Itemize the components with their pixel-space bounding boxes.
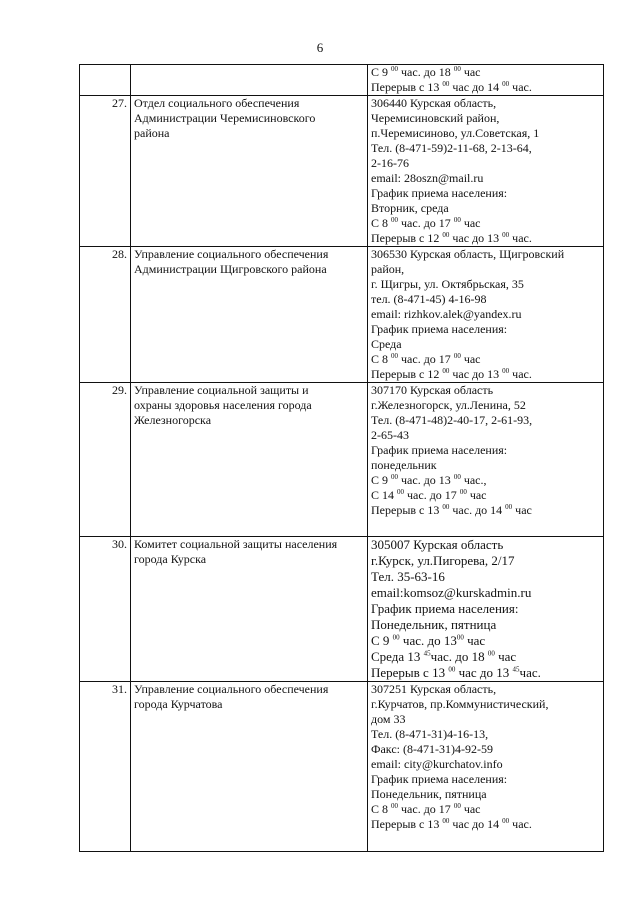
info-line	[371, 201, 600, 216]
info-text: Тел. (8-471-59)2-11-68, 2-13-64,	[371, 141, 532, 155]
info-text: Среда 13	[371, 649, 424, 664]
info-line	[371, 322, 600, 337]
table-row	[80, 96, 604, 247]
info-line	[371, 231, 600, 246]
info-line	[371, 601, 600, 617]
time-minutes: 00	[453, 65, 461, 73]
table-row	[80, 682, 604, 852]
time-minutes: 00	[502, 231, 510, 239]
time-minutes: 00	[392, 633, 400, 642]
info-line	[371, 817, 600, 832]
row-number: 28.	[80, 247, 131, 383]
info-text: понедельник	[371, 458, 437, 472]
time-minutes: 00	[391, 473, 399, 481]
time-minutes: 00	[442, 231, 450, 239]
time-minutes: 00	[456, 633, 464, 642]
info-text: час до 13	[455, 665, 513, 680]
info-text: График приема населения:	[371, 601, 519, 616]
info-text: час. до 17	[398, 352, 454, 366]
info-text: Факс: (8-471-31)4-92-59	[371, 742, 493, 756]
row-number: 27.	[80, 96, 131, 247]
info-text: час. до 13	[398, 473, 454, 487]
name-line: Железногорска	[134, 413, 212, 427]
name-line: Комитет социальной защиты населения	[134, 537, 338, 551]
name-line: города Курска	[134, 552, 207, 566]
contact-info	[368, 682, 604, 852]
info-text: час.,	[460, 473, 487, 487]
time-minutes: 00	[391, 802, 399, 810]
info-line	[371, 569, 600, 585]
info-line	[371, 216, 600, 231]
time-minutes: 45	[423, 649, 431, 658]
time-minutes: 00	[502, 80, 510, 88]
name-line: района	[134, 126, 170, 140]
institution-name	[131, 247, 368, 383]
info-text: час	[512, 503, 532, 517]
info-text: Понедельник, пятница	[371, 617, 497, 632]
institution-name	[131, 96, 368, 247]
name-line: Администрации Щигровского района	[134, 262, 327, 276]
info-line	[371, 262, 600, 277]
info-text: Тел. 35-63-16	[371, 569, 445, 584]
info-text: дом 33	[371, 712, 406, 726]
info-text: час	[466, 488, 487, 502]
table-row	[80, 65, 604, 96]
info-text: 305007 Курская область	[371, 537, 504, 552]
info-text: Перерыв с 12	[371, 231, 443, 245]
time-minutes: 00	[453, 352, 461, 360]
time-minutes: 00	[448, 665, 456, 674]
info-line	[371, 141, 600, 156]
info-line	[371, 111, 600, 126]
info-line	[371, 617, 600, 633]
info-text: час. до 17	[404, 488, 460, 502]
info-text: Перерыв с 13	[371, 503, 443, 517]
info-line	[371, 697, 600, 712]
time-minutes: 00	[397, 488, 405, 496]
info-text: час до 13	[449, 367, 503, 381]
info-text: час до 14	[449, 817, 503, 831]
row-number: 29.	[80, 383, 131, 537]
contact-info	[368, 247, 604, 383]
info-text: час	[460, 216, 481, 230]
time-minutes: 00	[391, 65, 399, 73]
info-line	[371, 553, 600, 569]
info-text: email: 28oszn@mail.ru	[371, 171, 484, 185]
info-line	[371, 352, 600, 367]
info-text: час. до 18	[398, 65, 454, 79]
info-line	[371, 712, 600, 727]
info-line	[371, 473, 600, 488]
info-text: час. до 17	[398, 216, 454, 230]
info-text: 306440 Курская область,	[371, 96, 497, 110]
info-text: Тел. (8-471-48)2-40-17, 2-61-93,	[371, 413, 533, 427]
institution-name	[131, 682, 368, 852]
institution-name	[131, 65, 368, 96]
info-text: email:komsoz@kurskadmin.ru	[371, 585, 532, 600]
info-line	[371, 65, 600, 80]
info-line	[371, 171, 600, 186]
info-text: 307170 Курская область	[371, 383, 494, 397]
institution-name	[131, 383, 368, 537]
time-minutes: 00	[442, 80, 450, 88]
info-line	[371, 443, 600, 458]
info-text: час.	[509, 817, 532, 831]
info-text: График приема населения:	[371, 443, 508, 457]
info-text: Тел. (8-471-31)4-16-13,	[371, 727, 489, 741]
name-line: охраны здоровья населения города	[134, 398, 312, 412]
time-minutes: 00	[453, 473, 461, 481]
info-text: Перерыв с 13	[371, 817, 443, 831]
info-line	[371, 458, 600, 473]
institutions-table	[79, 64, 604, 852]
row-number: 31.	[80, 682, 131, 852]
info-line	[371, 337, 600, 352]
info-text: час до 14	[449, 80, 503, 94]
info-line	[371, 247, 600, 262]
time-minutes: 00	[459, 488, 467, 496]
info-text: С 8	[371, 352, 392, 366]
time-minutes: 45	[512, 665, 520, 674]
name-line: Администрации Черемисиновского	[134, 111, 316, 125]
info-text: 2-65-43	[371, 428, 409, 442]
time-minutes: 00	[453, 216, 461, 224]
row-number	[80, 65, 131, 96]
time-minutes: 00	[442, 367, 450, 375]
info-text: Вторник, среда	[371, 201, 449, 215]
info-text: С 9	[371, 65, 392, 79]
info-text: час	[460, 352, 481, 366]
time-minutes: 00	[505, 503, 513, 511]
info-line	[371, 428, 600, 443]
info-line	[371, 757, 600, 772]
time-minutes: 00	[442, 817, 450, 825]
contact-info	[368, 96, 604, 247]
info-text: час	[463, 633, 486, 648]
info-line	[371, 398, 600, 413]
info-text: С 8	[371, 216, 392, 230]
info-line	[371, 787, 600, 802]
info-text: email: rizhkov.alek@yandex.ru	[371, 307, 522, 321]
info-line	[371, 156, 600, 171]
name-line: Отдел социального обеспечения	[134, 96, 300, 110]
info-text: г. Щигры, ул. Октябрьская, 35	[371, 277, 524, 291]
info-line	[371, 367, 600, 382]
table-row	[80, 247, 604, 383]
table-row	[80, 537, 604, 682]
info-line	[371, 585, 600, 601]
table-row	[80, 383, 604, 537]
info-text: г.Железногорск, ул.Ленина, 52	[371, 398, 526, 412]
institution-name	[131, 537, 368, 682]
info-line	[371, 742, 600, 757]
time-minutes: 00	[453, 802, 461, 810]
contact-info	[368, 65, 604, 96]
name-line: Управление социальной защиты и	[134, 383, 309, 397]
info-text: час	[460, 802, 481, 816]
info-line	[371, 682, 600, 697]
info-text: Понедельник, пятница	[371, 787, 487, 801]
time-minutes: 00	[442, 503, 450, 511]
info-text: С 9	[371, 473, 392, 487]
time-minutes: 00	[487, 649, 495, 658]
info-text: тел. (8-471-45) 4-16-98	[371, 292, 487, 306]
info-text: п.Черемисиново, ул.Советская, 1	[371, 126, 540, 140]
time-minutes: 00	[391, 216, 399, 224]
info-line	[371, 727, 600, 742]
info-text: район,	[371, 262, 405, 276]
info-line	[371, 772, 600, 787]
name-line: города Курчатова	[134, 697, 223, 711]
info-text: Перерыв с 12	[371, 367, 443, 381]
info-text: Перерыв с 13	[371, 665, 449, 680]
info-text: График приема населения:	[371, 772, 508, 786]
info-text: Среда	[371, 337, 402, 351]
info-text: час. до 17	[398, 802, 454, 816]
info-text: Черемисиновский район,	[371, 111, 500, 125]
info-line	[371, 126, 600, 141]
name-line: Управление социального обеспечения	[134, 247, 329, 261]
info-text: час	[460, 65, 481, 79]
info-text: г.Курск, ул.Пигорева, 2/17	[371, 553, 515, 568]
info-line	[371, 383, 600, 398]
row-number: 30.	[80, 537, 131, 682]
info-line	[371, 292, 600, 307]
info-text: 306530 Курская область, Щигровский	[371, 247, 565, 261]
info-line	[371, 649, 600, 665]
info-line	[371, 307, 600, 322]
info-text: час.	[509, 231, 532, 245]
time-minutes: 00	[391, 352, 399, 360]
info-line	[371, 277, 600, 292]
info-text: час	[494, 649, 517, 664]
info-line	[371, 488, 600, 503]
info-line	[371, 665, 600, 681]
info-text: час. до 13	[399, 633, 457, 648]
info-text: час.	[509, 80, 532, 94]
info-text: Перерыв с 13	[371, 80, 443, 94]
name-line: Управление социального обеспечения	[134, 682, 329, 696]
page-number: 6	[316, 40, 324, 55]
info-line	[371, 802, 600, 817]
info-text: г.Курчатов, пр.Коммунистический,	[371, 697, 549, 711]
info-line	[371, 96, 600, 111]
info-line	[371, 633, 600, 649]
info-text: С 8	[371, 802, 392, 816]
info-text: С 9	[371, 633, 393, 648]
info-text: час. до 14	[449, 503, 506, 517]
contact-info	[368, 537, 604, 682]
info-text: час. до 18	[430, 649, 488, 664]
info-text: График приема населения:	[371, 322, 508, 336]
info-text: час.	[509, 367, 532, 381]
info-line	[371, 413, 600, 428]
time-minutes: 00	[502, 817, 510, 825]
info-line	[371, 503, 600, 518]
info-text: С 14	[371, 488, 398, 502]
info-line	[371, 80, 600, 95]
info-text: час до 13	[449, 231, 503, 245]
contact-info	[368, 383, 604, 537]
table-body	[80, 65, 604, 852]
info-line	[371, 186, 600, 201]
info-text: 307251 Курская область,	[371, 682, 497, 696]
info-text: час.	[519, 665, 541, 680]
info-line	[371, 537, 600, 553]
info-text: 2-16-76	[371, 156, 409, 170]
info-text: График приема населения:	[371, 186, 508, 200]
time-minutes: 00	[502, 367, 510, 375]
info-text: email: city@kurchatov.info	[371, 757, 503, 771]
